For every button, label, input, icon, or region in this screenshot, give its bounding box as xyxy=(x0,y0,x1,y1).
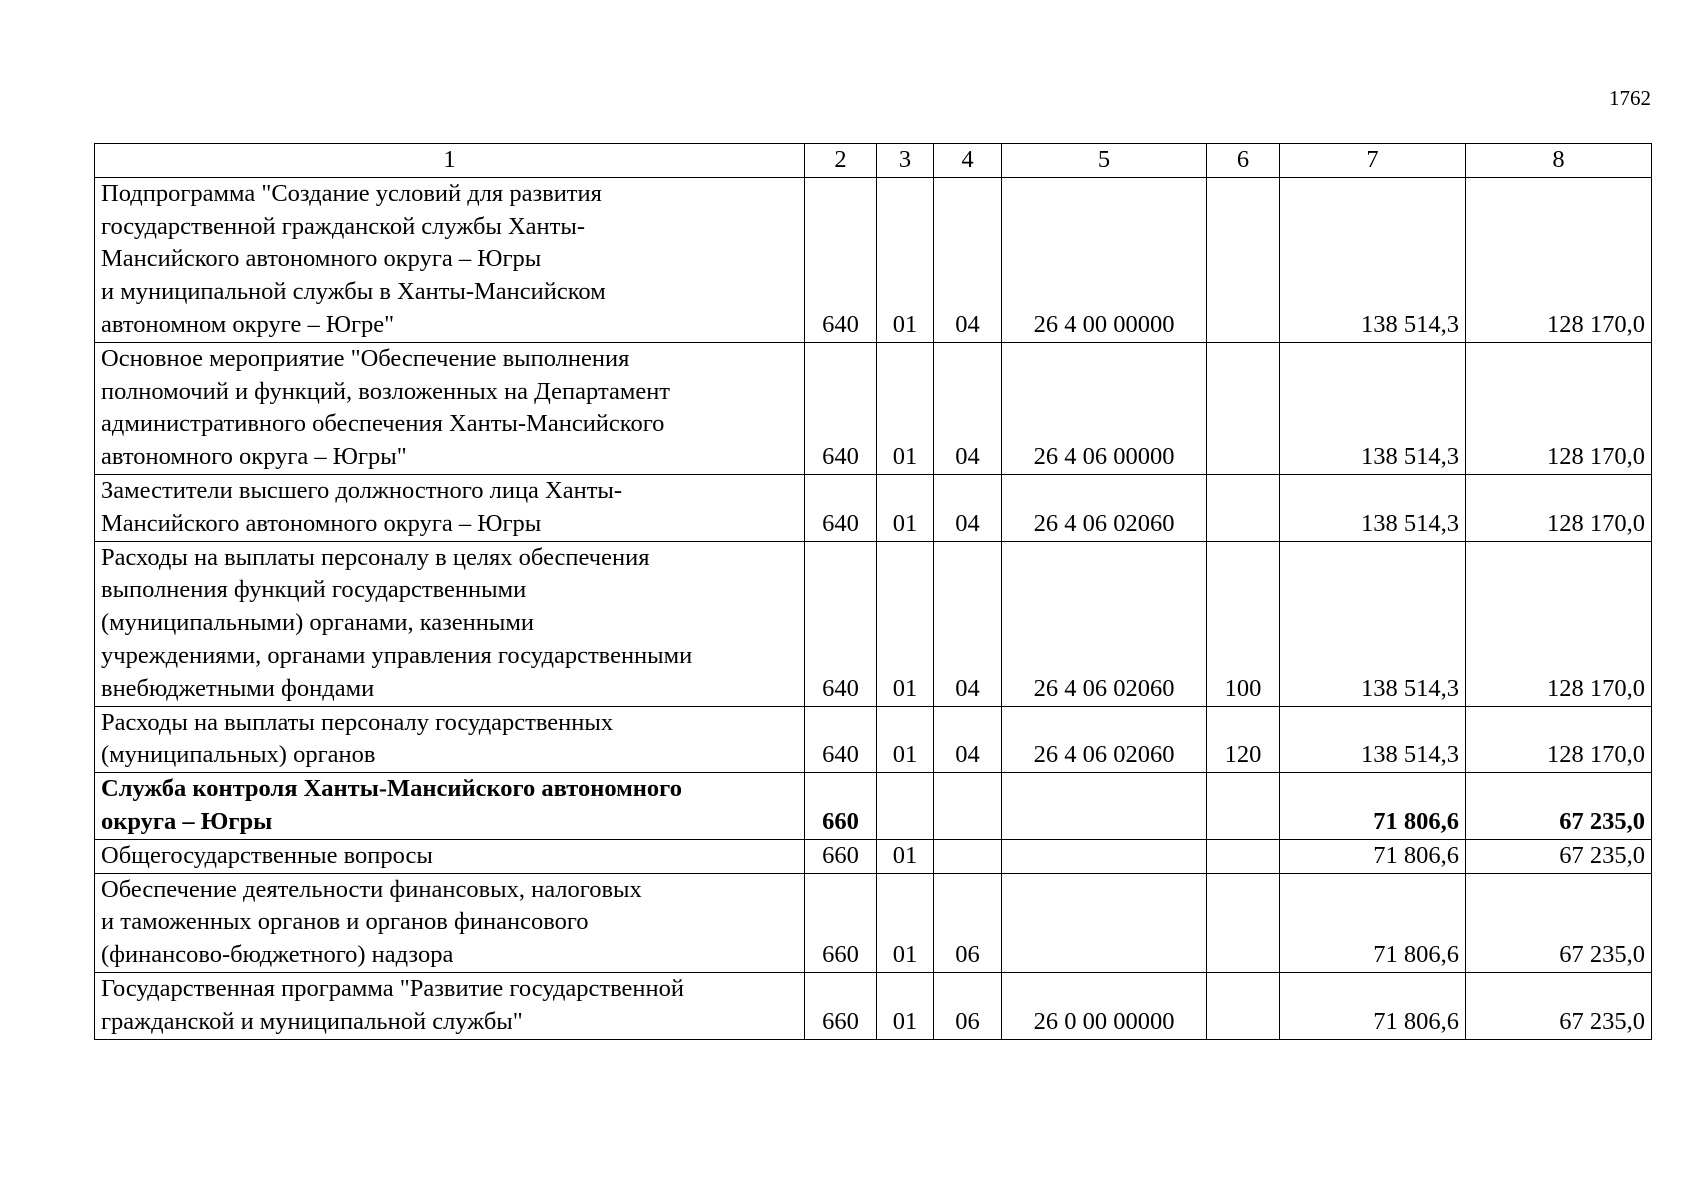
amount-year-1-cell: 71 806,6 xyxy=(1280,839,1466,873)
subsection-code-cell: 04 xyxy=(934,706,1002,773)
ministry-code-cell: 660 xyxy=(805,873,877,972)
ministry-code-cell: 640 xyxy=(805,706,877,773)
target-item-cell: 26 4 06 02060 xyxy=(1002,541,1207,706)
header-col-2: 2 xyxy=(805,144,877,178)
budget-table xyxy=(94,143,1652,1040)
table-row xyxy=(95,972,1652,1039)
section-code-cell xyxy=(877,773,934,840)
row-name-line: (муниципальными) органами, казенными xyxy=(101,609,534,637)
header-col-1: 1 xyxy=(95,144,805,178)
row-name-line: административного обеспечения Ханты-Мансийского xyxy=(101,410,665,438)
row-name-line: Мансийского автономного округа – Югры xyxy=(101,245,542,273)
subsection-code-cell: 04 xyxy=(934,342,1002,474)
row-name-line: Заместители высшего должностного лица Ханты- xyxy=(101,476,623,504)
table-row xyxy=(95,839,1652,873)
amount-year-2-cell: 128 170,0 xyxy=(1466,342,1652,474)
table-row xyxy=(95,342,1652,474)
row-name-line: и таможенных органов и органов финансового xyxy=(101,908,589,936)
subsection-code-cell: 06 xyxy=(934,972,1002,1039)
target-item-cell: 26 0 00 00000 xyxy=(1002,972,1207,1039)
row-name-cell xyxy=(95,474,805,541)
expense-type-cell xyxy=(1207,839,1280,873)
row-name-line: учреждениями, органами управления государственными xyxy=(101,641,693,669)
amount-year-1-cell: 138 514,3 xyxy=(1280,342,1466,474)
ministry-code-cell: 640 xyxy=(805,474,877,541)
ministry-code-cell: 660 xyxy=(805,773,877,840)
amount-year-2-cell: 67 235,0 xyxy=(1466,839,1652,873)
target-item-cell xyxy=(1002,773,1207,840)
amount-year-2-cell: 67 235,0 xyxy=(1466,972,1652,1039)
section-code-cell: 01 xyxy=(877,706,934,773)
row-name-line: Расходы на выплаты персоналу в целях обеспечения xyxy=(101,543,650,571)
table-row xyxy=(95,773,1652,840)
amount-year-1-cell: 71 806,6 xyxy=(1280,873,1466,972)
row-name-line: Мансийского автономного округа – Югры xyxy=(101,509,542,537)
expense-type-cell xyxy=(1207,873,1280,972)
expense-type-cell xyxy=(1207,177,1280,342)
row-name-cell xyxy=(95,972,805,1039)
section-code-cell: 01 xyxy=(877,972,934,1039)
table-row xyxy=(95,177,1652,342)
expense-type-cell xyxy=(1207,342,1280,474)
row-name-line: округа – Югры xyxy=(101,807,273,835)
amount-year-1-cell: 71 806,6 xyxy=(1280,773,1466,840)
section-code-cell: 01 xyxy=(877,474,934,541)
subsection-code-cell: 04 xyxy=(934,474,1002,541)
row-name-cell xyxy=(95,541,805,706)
table-row xyxy=(95,541,1652,706)
header-col-3: 3 xyxy=(877,144,934,178)
row-name-line: Государственная программа "Развитие государственной xyxy=(101,974,684,1002)
header-col-4: 4 xyxy=(934,144,1002,178)
row-name-line: Основное мероприятие "Обеспечение выполнения xyxy=(101,344,630,372)
row-name-line: государственной гражданской службы Ханты- xyxy=(101,212,585,240)
row-name-line: Обеспечение деятельности финансовых, налоговых xyxy=(101,875,642,903)
row-name-line: Расходы на выплаты персоналу государственных xyxy=(101,708,614,736)
expense-type-cell: 120 xyxy=(1207,706,1280,773)
table-row xyxy=(95,474,1652,541)
ministry-code-cell: 640 xyxy=(805,342,877,474)
row-name-cell xyxy=(95,873,805,972)
row-name-line: (финансово-бюджетного) надзора xyxy=(101,941,454,969)
section-code-cell: 01 xyxy=(877,177,934,342)
target-item-cell xyxy=(1002,839,1207,873)
subsection-code-cell: 04 xyxy=(934,177,1002,342)
amount-year-1-cell: 71 806,6 xyxy=(1280,972,1466,1039)
section-code-cell: 01 xyxy=(877,873,934,972)
target-item-cell: 26 4 06 02060 xyxy=(1002,706,1207,773)
expense-type-cell xyxy=(1207,972,1280,1039)
page-number: 1762 xyxy=(1609,86,1651,110)
row-name-line: Служба контроля Ханты-Мансийского автономного xyxy=(101,775,682,803)
ministry-code-cell: 660 xyxy=(805,972,877,1039)
row-name-cell xyxy=(95,839,805,873)
row-name-cell xyxy=(95,706,805,773)
row-name-cell xyxy=(95,177,805,342)
amount-year-1-cell: 138 514,3 xyxy=(1280,177,1466,342)
section-code-cell: 01 xyxy=(877,342,934,474)
amount-year-2-cell: 67 235,0 xyxy=(1466,773,1652,840)
amount-year-2-cell: 128 170,0 xyxy=(1466,706,1652,773)
row-name-line: выполнения функций государственными xyxy=(101,576,527,604)
target-item-cell: 26 4 00 00000 xyxy=(1002,177,1207,342)
amount-year-1-cell: 138 514,3 xyxy=(1280,706,1466,773)
amount-year-2-cell: 128 170,0 xyxy=(1466,177,1652,342)
section-code-cell: 01 xyxy=(877,541,934,706)
ministry-code-cell: 640 xyxy=(805,541,877,706)
row-name-line: полномочий и функций, возложенных на Департамент xyxy=(101,377,671,405)
row-name-cell xyxy=(95,342,805,474)
subsection-code-cell xyxy=(934,839,1002,873)
ministry-code-cell: 640 xyxy=(805,177,877,342)
subsection-code-cell: 06 xyxy=(934,873,1002,972)
table-row xyxy=(95,873,1652,972)
header-col-8: 8 xyxy=(1466,144,1652,178)
table-row xyxy=(95,706,1652,773)
row-name-line: автономном округе – Югре" xyxy=(101,310,395,338)
header-col-6: 6 xyxy=(1207,144,1280,178)
subsection-code-cell: 04 xyxy=(934,541,1002,706)
header-row xyxy=(95,144,1652,178)
amount-year-2-cell: 128 170,0 xyxy=(1466,474,1652,541)
amount-year-2-cell: 67 235,0 xyxy=(1466,873,1652,972)
row-name-line: Подпрограмма "Создание условий для развития xyxy=(101,179,602,207)
target-item-cell: 26 4 06 02060 xyxy=(1002,474,1207,541)
amount-year-2-cell: 128 170,0 xyxy=(1466,541,1652,706)
header-col-7: 7 xyxy=(1280,144,1466,178)
row-name-cell xyxy=(95,773,805,840)
amount-year-1-cell: 138 514,3 xyxy=(1280,474,1466,541)
row-name-line: и муниципальной службы в Ханты-Мансийском xyxy=(101,278,606,306)
row-name-line: внебюджетными фондами xyxy=(101,674,375,702)
header-col-5: 5 xyxy=(1002,144,1207,178)
target-item-cell: 26 4 06 00000 xyxy=(1002,342,1207,474)
expense-type-cell: 100 xyxy=(1207,541,1280,706)
expense-type-cell xyxy=(1207,773,1280,840)
amount-year-1-cell: 138 514,3 xyxy=(1280,541,1466,706)
row-name-line: Общегосударственные вопросы xyxy=(101,841,433,869)
row-name-line: (муниципальных) органов xyxy=(101,741,376,769)
subsection-code-cell xyxy=(934,773,1002,840)
row-name-line: гражданской и муниципальной службы" xyxy=(101,1007,523,1035)
row-name-line: автономного округа – Югры" xyxy=(101,443,407,471)
section-code-cell: 01 xyxy=(877,839,934,873)
table-header xyxy=(95,144,1652,178)
target-item-cell xyxy=(1002,873,1207,972)
table-body xyxy=(95,177,1652,1039)
expense-type-cell xyxy=(1207,474,1280,541)
ministry-code-cell: 660 xyxy=(805,839,877,873)
